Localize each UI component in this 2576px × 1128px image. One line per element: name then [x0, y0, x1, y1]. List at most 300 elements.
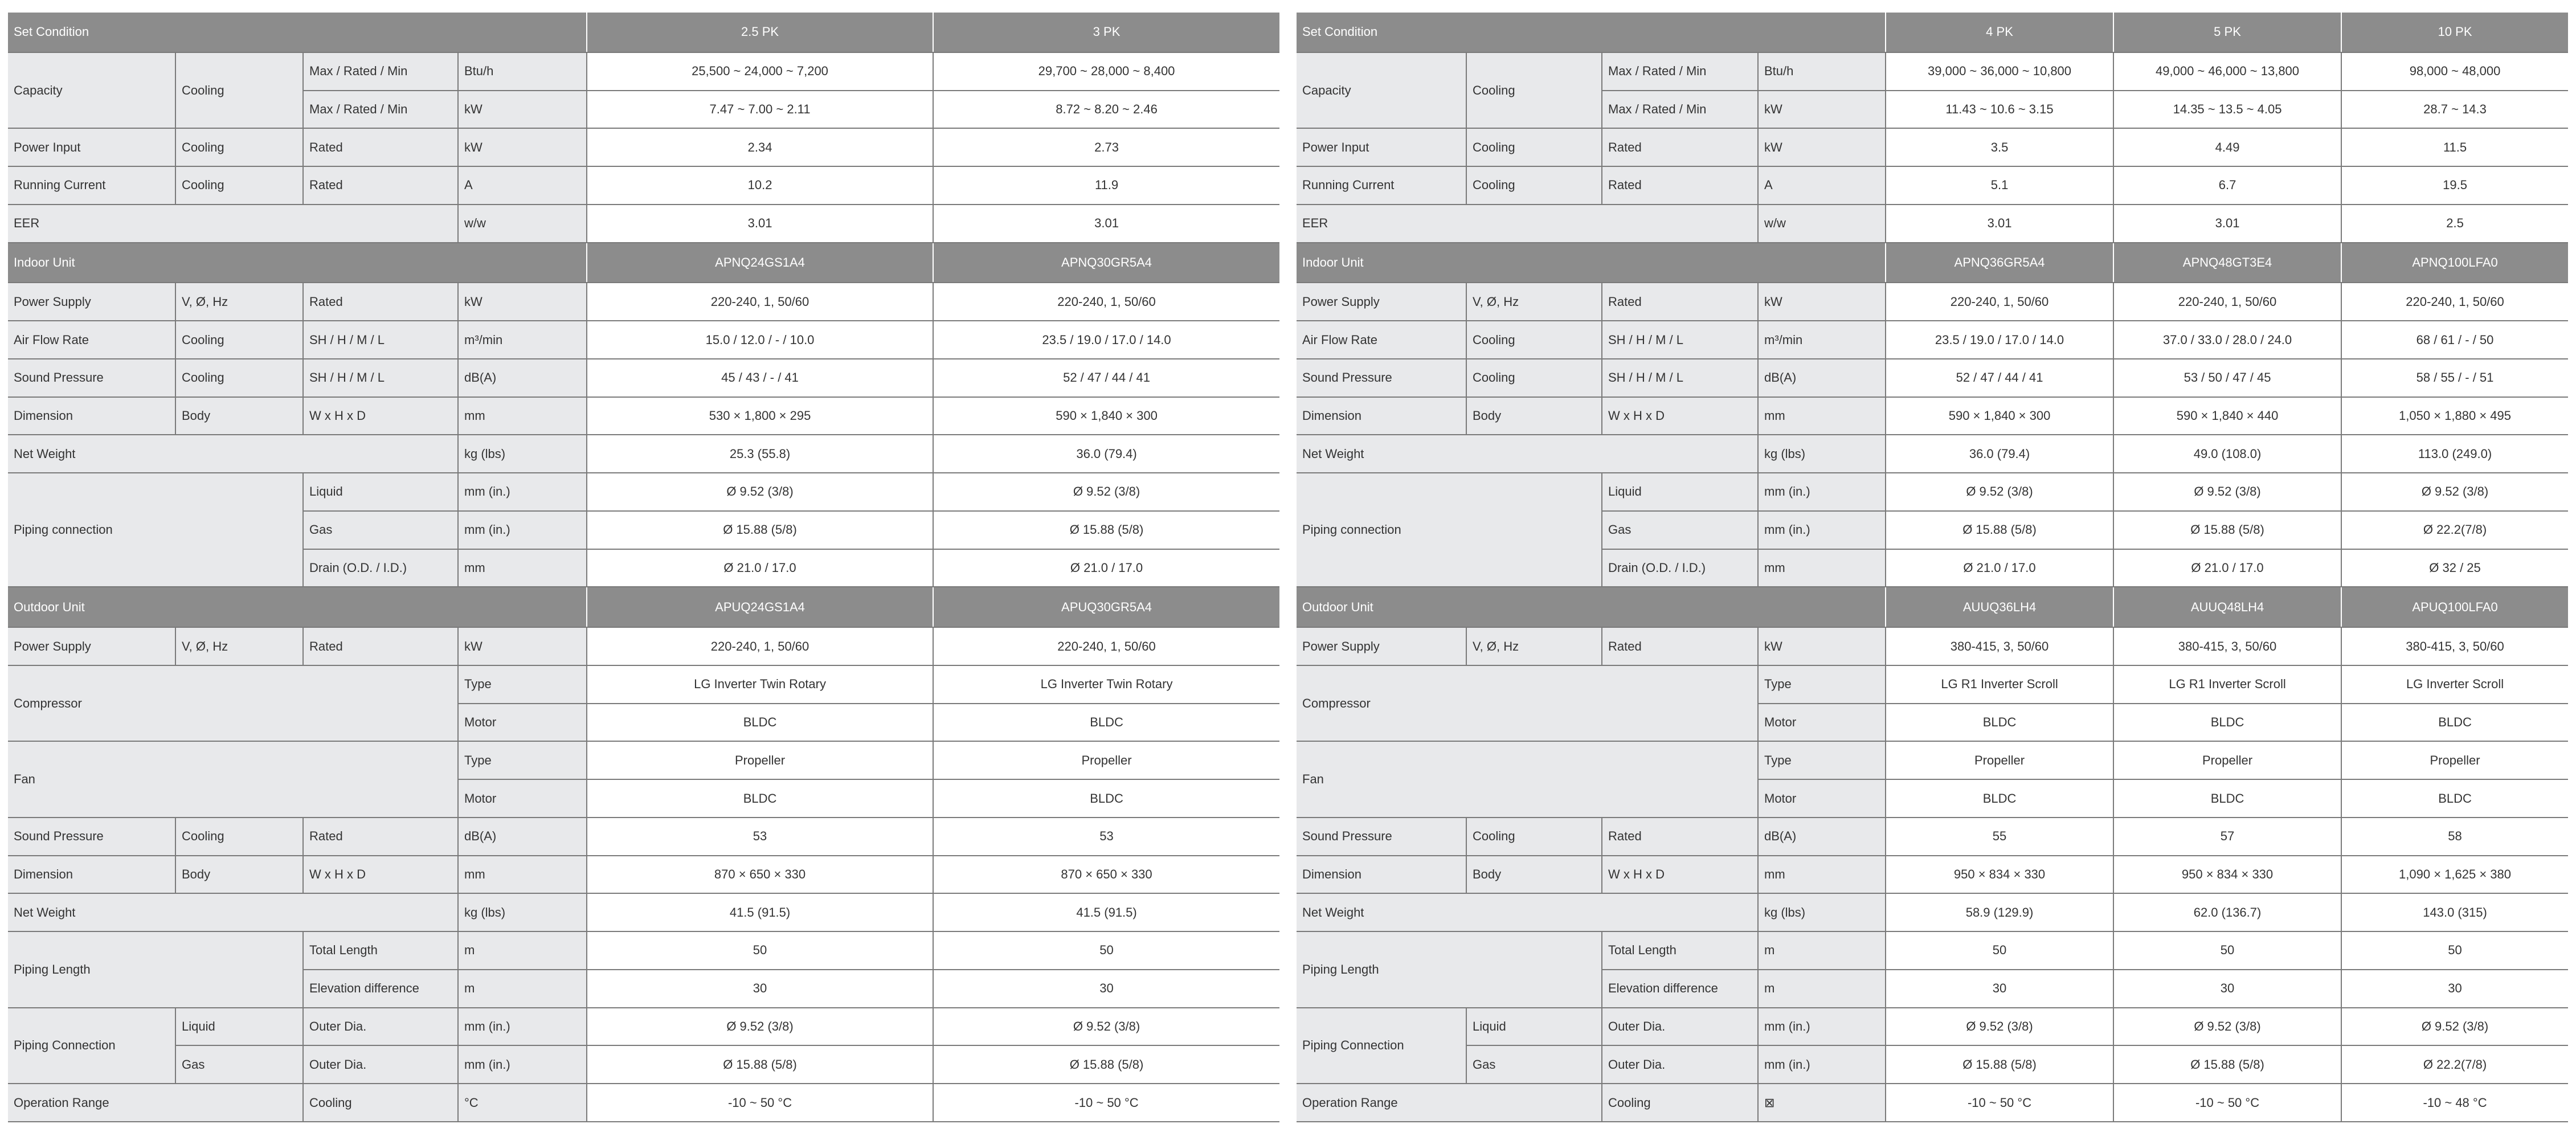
spec-value: 52 / 47 / 44 / 41 — [1886, 359, 2113, 397]
spec-row — [1297, 665, 2568, 704]
spec-value: -10 ~ 48 °C — [2341, 1084, 2568, 1122]
spec-value: 68 / 61 / - / 50 — [2341, 321, 2568, 359]
spec-row — [8, 818, 1279, 856]
spec-row — [1297, 1084, 2568, 1122]
spec-value: Ø 21.0 / 17.0 — [587, 549, 933, 587]
unit-label: Motor — [458, 704, 587, 742]
sub-label: Rated — [303, 283, 458, 321]
spec-value: BLDC — [587, 704, 933, 742]
spec-value: 50 — [2341, 931, 2568, 970]
unit-label: mm (in.) — [458, 511, 587, 549]
sub-label: Body — [175, 856, 303, 894]
spec-value: Ø 9.52 (3/8) — [2341, 1008, 2568, 1046]
row-label: Sound Pressure — [8, 359, 175, 397]
row-label: Running Current — [1297, 166, 1466, 205]
spec-value: 39,000 ~ 36,000 ~ 10,800 — [1886, 52, 2113, 91]
spec-value: Ø 15.88 (5/8) — [2113, 1045, 2341, 1084]
sub-label: Cooling — [1466, 52, 1602, 128]
row-label: Piping connection — [8, 473, 303, 587]
sub-label: Cooling — [1466, 166, 1602, 205]
spec-value: 380-415, 3, 50/60 — [2341, 627, 2568, 665]
row-label: Running Current — [8, 166, 175, 205]
unit-label: mm (in.) — [1758, 1008, 1886, 1046]
spec-value: 50 — [2113, 931, 2341, 970]
spec-row — [8, 283, 1279, 321]
model-name: AUUQ36LH4 — [1886, 587, 2113, 627]
section-title: Indoor Unit — [8, 243, 587, 283]
spec-table-left-body — [8, 13, 1279, 1122]
spec-value: Ø 15.88 (5/8) — [587, 1045, 933, 1084]
unit-label: ⊠ — [1758, 1084, 1886, 1122]
sub-label: Total Length — [1602, 931, 1758, 970]
spec-value: LG Inverter Twin Rotary — [933, 665, 1279, 704]
spec-value: LG R1 Inverter Scroll — [2113, 665, 2341, 704]
unit-label: Btu/h — [1758, 52, 1886, 91]
spec-row — [1297, 321, 2568, 359]
spec-value: 58 / 55 / - / 51 — [2341, 359, 2568, 397]
row-label: Sound Pressure — [1297, 818, 1466, 856]
unit-label: m — [1758, 970, 1886, 1008]
spec-value: 62.0 (136.7) — [2113, 893, 2341, 931]
sub-label: Cooling — [175, 359, 303, 397]
model-name: 4 PK — [1886, 13, 2113, 52]
row-label: Dimension — [8, 397, 175, 435]
spec-value: 6.7 — [2113, 166, 2341, 205]
row-label: Net Weight — [8, 893, 458, 931]
spec-value: 36.0 (79.4) — [1886, 435, 2113, 473]
sub-label: Rated — [1602, 128, 1758, 166]
unit-label: A — [1758, 166, 1886, 205]
spec-row — [1297, 893, 2568, 931]
sub-label: Cooling — [175, 52, 303, 128]
model-name: APUQ100LFA0 — [2341, 587, 2568, 627]
sub-label: Cooling — [303, 1084, 458, 1122]
spec-row — [8, 627, 1279, 665]
row-label: Piping Length — [1297, 931, 1602, 1007]
unit-label: kW — [1758, 91, 1886, 129]
row-label: Net Weight — [8, 435, 458, 473]
unit-label: m — [1758, 931, 1886, 970]
spec-row — [8, 128, 1279, 166]
unit-label: kg (lbs) — [1758, 893, 1886, 931]
row-label: Air Flow Rate — [1297, 321, 1466, 359]
sub-label: Cooling — [175, 166, 303, 205]
spec-value: Ø 9.52 (3/8) — [587, 1008, 933, 1046]
unit-label: mm — [458, 397, 587, 435]
spec-value: Ø 9.52 (3/8) — [2113, 473, 2341, 511]
spec-value: 30 — [587, 970, 933, 1008]
model-name: 3 PK — [933, 13, 1279, 52]
unit-label: m — [458, 931, 587, 970]
unit-label: °C — [458, 1084, 587, 1122]
spec-value: BLDC — [933, 779, 1279, 818]
spec-value: BLDC — [2341, 704, 2568, 742]
spec-value: BLDC — [2113, 704, 2341, 742]
spec-value: 98,000 ~ 48,000 — [2341, 52, 2568, 91]
sub-label: Total Length — [303, 931, 458, 970]
spec-value: 2.34 — [587, 128, 933, 166]
spec-value: BLDC — [2113, 779, 2341, 818]
spec-row — [1297, 283, 2568, 321]
sub-label: Cooling — [175, 321, 303, 359]
spec-row — [8, 665, 1279, 704]
spec-value: BLDC — [587, 779, 933, 818]
spec-value: 1,050 × 1,880 × 495 — [2341, 397, 2568, 435]
sub-label: Body — [1466, 397, 1602, 435]
spec-row — [1297, 166, 2568, 205]
spec-value: 590 × 1,840 × 300 — [933, 397, 1279, 435]
spec-value: 53 / 50 / 47 / 45 — [2113, 359, 2341, 397]
spec-row — [1297, 397, 2568, 435]
spec-value: Ø 21.0 / 17.0 — [933, 549, 1279, 587]
sub-label: Outer Dia. — [303, 1045, 458, 1084]
sub-label: Body — [1466, 856, 1602, 894]
section-header-row — [8, 587, 1279, 627]
section-header-row — [8, 243, 1279, 283]
spec-value: 58 — [2341, 818, 2568, 856]
spec-value: Ø 22.2(7/8) — [2341, 511, 2568, 549]
unit-label: Motor — [458, 779, 587, 818]
spec-row — [8, 741, 1279, 779]
row-label: EER — [1297, 205, 1758, 243]
spec-table-right — [1297, 13, 2568, 1122]
spec-value: 11.9 — [933, 166, 1279, 205]
sub-label: Outer Dia. — [1602, 1008, 1758, 1046]
sub-label: Rated — [1602, 818, 1758, 856]
spec-value: 30 — [2341, 970, 2568, 1008]
sub-label: SH / H / M / L — [1602, 321, 1758, 359]
spec-table-left — [8, 13, 1279, 1122]
sub-label: SH / H / M / L — [303, 321, 458, 359]
section-header-row — [1297, 587, 2568, 627]
unit-label: A — [458, 166, 587, 205]
spec-value: Ø 15.88 (5/8) — [587, 511, 933, 549]
spec-value: Ø 15.88 (5/8) — [1886, 511, 2113, 549]
sub-label: SH / H / M / L — [1602, 359, 1758, 397]
sub-label: V, Ø, Hz — [175, 283, 303, 321]
sub-label: Elevation difference — [303, 970, 458, 1008]
row-label: Power Input — [8, 128, 175, 166]
spec-value: Ø 21.0 / 17.0 — [2113, 549, 2341, 587]
unit-label: mm (in.) — [1758, 1045, 1886, 1084]
spec-value: Ø 15.88 (5/8) — [933, 1045, 1279, 1084]
spec-row — [1297, 205, 2568, 243]
spec-value: 380-415, 3, 50/60 — [1886, 627, 2113, 665]
spec-value: Propeller — [2341, 741, 2568, 779]
spec-value: 36.0 (79.4) — [933, 435, 1279, 473]
row-label: Dimension — [1297, 397, 1466, 435]
spec-value: Ø 22.2(7/8) — [2341, 1045, 2568, 1084]
spec-value: 15.0 / 12.0 / - / 10.0 — [587, 321, 933, 359]
model-name: APNQ30GR5A4 — [933, 243, 1279, 283]
sub-label: Cooling — [1466, 359, 1602, 397]
row-label: Fan — [8, 741, 458, 817]
sub-label: Max / Rated / Min — [303, 91, 458, 129]
spec-row — [8, 435, 1279, 473]
sub-label: Rated — [303, 818, 458, 856]
spec-value: 143.0 (315) — [2341, 893, 2568, 931]
spec-row — [8, 321, 1279, 359]
unit-label: mm — [1758, 856, 1886, 894]
spec-value: Ø 15.88 (5/8) — [933, 511, 1279, 549]
spec-value: Ø 32 / 25 — [2341, 549, 2568, 587]
spec-value: BLDC — [933, 704, 1279, 742]
row-label: Power Input — [1297, 128, 1466, 166]
sub-label: Liquid — [175, 1008, 303, 1046]
unit-label: Type — [1758, 741, 1886, 779]
sub-label: Drain (O.D. / I.D.) — [303, 549, 458, 587]
sub-label: W x H x D — [303, 397, 458, 435]
sub-label: Rated — [1602, 166, 1758, 205]
spec-value: 380-415, 3, 50/60 — [2113, 627, 2341, 665]
spec-value: Ø 9.52 (3/8) — [2341, 473, 2568, 511]
spec-value: 950 × 834 × 330 — [1886, 856, 2113, 894]
spec-value: Ø 9.52 (3/8) — [587, 473, 933, 511]
spec-value: 8.72 ~ 8.20 ~ 2.46 — [933, 91, 1279, 129]
model-name: AUUQ48LH4 — [2113, 587, 2341, 627]
section-header-row — [1297, 13, 2568, 52]
spec-value: Ø 9.52 (3/8) — [933, 1008, 1279, 1046]
unit-label: Type — [1758, 665, 1886, 704]
spec-value: 590 × 1,840 × 300 — [1886, 397, 2113, 435]
spec-row — [1297, 473, 2568, 511]
sub-label: Cooling — [175, 818, 303, 856]
spec-value: Propeller — [1886, 741, 2113, 779]
unit-label: mm (in.) — [458, 1045, 587, 1084]
spec-value: 50 — [587, 931, 933, 970]
spec-value: Ø 9.52 (3/8) — [1886, 473, 2113, 511]
spec-value: -10 ~ 50 °C — [1886, 1084, 2113, 1122]
spec-row — [8, 893, 1279, 931]
spec-value: BLDC — [1886, 779, 2113, 818]
row-label: Operation Range — [1297, 1084, 1602, 1122]
sub-label: Outer Dia. — [1602, 1045, 1758, 1084]
spec-value: 220-240, 1, 50/60 — [2113, 283, 2341, 321]
spec-row — [8, 166, 1279, 205]
row-label: Piping connection — [1297, 473, 1602, 587]
spec-value: 19.5 — [2341, 166, 2568, 205]
row-label: Capacity — [1297, 52, 1466, 128]
unit-label: kg (lbs) — [458, 435, 587, 473]
row-label: Compressor — [8, 665, 458, 741]
spec-value: LG Inverter Scroll — [2341, 665, 2568, 704]
spec-value: 58.9 (129.9) — [1886, 893, 2113, 931]
sub-label: W x H x D — [1602, 856, 1758, 894]
unit-label: w/w — [1758, 205, 1886, 243]
spec-value: 1,090 × 1,625 × 380 — [2341, 856, 2568, 894]
unit-label: kg (lbs) — [1758, 435, 1886, 473]
sub-label: Outer Dia. — [303, 1008, 458, 1046]
spec-value: 52 / 47 / 44 / 41 — [933, 359, 1279, 397]
unit-label: m — [458, 970, 587, 1008]
spec-value: 220-240, 1, 50/60 — [1886, 283, 2113, 321]
spec-value: 3.01 — [2113, 205, 2341, 243]
sub-label: V, Ø, Hz — [1466, 283, 1602, 321]
sub-label: Rated — [303, 128, 458, 166]
sub-label: Elevation difference — [1602, 970, 1758, 1008]
unit-label: kW — [1758, 627, 1886, 665]
spec-row — [8, 856, 1279, 894]
spec-value: 3.5 — [1886, 128, 2113, 166]
spec-value: Ø 15.88 (5/8) — [1886, 1045, 2113, 1084]
section-title: Outdoor Unit — [8, 587, 587, 627]
spec-value: 50 — [933, 931, 1279, 970]
spec-value: 113.0 (249.0) — [2341, 435, 2568, 473]
row-label: Power Supply — [1297, 283, 1466, 321]
spec-value: -10 ~ 50 °C — [933, 1084, 1279, 1122]
section-title: Set Condition — [8, 13, 587, 52]
section-title: Outdoor Unit — [1297, 587, 1886, 627]
spec-value: 7.47 ~ 7.00 ~ 2.11 — [587, 91, 933, 129]
spec-row — [1297, 818, 2568, 856]
spec-row — [1297, 128, 2568, 166]
unit-label: Motor — [1758, 779, 1886, 818]
spec-value: 23.5 / 19.0 / 17.0 / 14.0 — [933, 321, 1279, 359]
unit-label: dB(A) — [458, 818, 587, 856]
spec-value: 220-240, 1, 50/60 — [587, 283, 933, 321]
sub-label: Gas — [175, 1045, 303, 1084]
spec-row — [1297, 741, 2568, 779]
unit-label: kW — [458, 91, 587, 129]
spec-value: 2.73 — [933, 128, 1279, 166]
spec-value: 530 × 1,800 × 295 — [587, 397, 933, 435]
spec-value: Ø 9.52 (3/8) — [1886, 1008, 2113, 1046]
model-name: APUQ30GR5A4 — [933, 587, 1279, 627]
model-name: 10 PK — [2341, 13, 2568, 52]
unit-label: mm (in.) — [1758, 511, 1886, 549]
sub-label: Liquid — [1466, 1008, 1602, 1046]
section-header-row — [1297, 243, 2568, 283]
spec-row — [8, 205, 1279, 243]
spec-value: -10 ~ 50 °C — [587, 1084, 933, 1122]
sub-label: Max / Rated / Min — [1602, 91, 1758, 129]
unit-label: mm (in.) — [458, 1008, 587, 1046]
model-name: APNQ36GR5A4 — [1886, 243, 2113, 283]
sub-label: SH / H / M / L — [303, 359, 458, 397]
spec-value: 590 × 1,840 × 440 — [2113, 397, 2341, 435]
sub-label: Liquid — [1602, 473, 1758, 511]
sub-label: Rated — [303, 166, 458, 205]
spec-value: 45 / 43 / - / 41 — [587, 359, 933, 397]
sub-label: Max / Rated / Min — [1602, 52, 1758, 91]
row-label: Compressor — [1297, 665, 1758, 741]
unit-label: m³/min — [458, 321, 587, 359]
spec-row — [8, 1008, 1279, 1046]
model-name: 2.5 PK — [587, 13, 933, 52]
spec-value: 49,000 ~ 46,000 ~ 13,800 — [2113, 52, 2341, 91]
spec-value: 11.43 ~ 10.6 ~ 3.15 — [1886, 91, 2113, 129]
spec-value: 23.5 / 19.0 / 17.0 / 14.0 — [1886, 321, 2113, 359]
model-name: 5 PK — [2113, 13, 2341, 52]
unit-label: mm — [1758, 397, 1886, 435]
row-label: Piping Connection — [8, 1008, 175, 1084]
spec-value: 28.7 ~ 14.3 — [2341, 91, 2568, 129]
unit-label: m³/min — [1758, 321, 1886, 359]
spec-row — [8, 397, 1279, 435]
spec-value: 220-240, 1, 50/60 — [933, 283, 1279, 321]
sub-label: Rated — [1602, 627, 1758, 665]
spec-value: 220-240, 1, 50/60 — [2341, 283, 2568, 321]
spec-value: 3.01 — [1886, 205, 2113, 243]
row-label: Capacity — [8, 52, 175, 128]
model-name: APNQ24GS1A4 — [587, 243, 933, 283]
spec-row — [8, 1084, 1279, 1122]
spec-value: Propeller — [2113, 741, 2341, 779]
sub-label: Body — [175, 397, 303, 435]
unit-label: kg (lbs) — [458, 893, 587, 931]
row-label: Net Weight — [1297, 893, 1758, 931]
section-title: Indoor Unit — [1297, 243, 1886, 283]
section-title: Set Condition — [1297, 13, 1886, 52]
spec-value: 5.1 — [1886, 166, 2113, 205]
unit-label: mm — [1758, 549, 1886, 587]
sub-label: W x H x D — [303, 856, 458, 894]
unit-label: kW — [458, 283, 587, 321]
unit-label: w/w — [458, 205, 587, 243]
spec-row — [1297, 931, 2568, 970]
spec-value: 3.01 — [587, 205, 933, 243]
sub-label: Max / Rated / Min — [303, 52, 458, 91]
unit-label: kW — [1758, 283, 1886, 321]
unit-label: dB(A) — [1758, 359, 1886, 397]
spec-value: Ø 21.0 / 17.0 — [1886, 549, 2113, 587]
spec-value: Propeller — [587, 741, 933, 779]
spec-value: 25,500 ~ 24,000 ~ 7,200 — [587, 52, 933, 91]
spec-value: LG R1 Inverter Scroll — [1886, 665, 2113, 704]
spec-value: 3.01 — [933, 205, 1279, 243]
spec-value: 4.49 — [2113, 128, 2341, 166]
spec-value: 30 — [2113, 970, 2341, 1008]
spec-value: 53 — [933, 818, 1279, 856]
row-label: Fan — [1297, 741, 1758, 817]
spec-row — [8, 359, 1279, 397]
sub-label: Rated — [1602, 283, 1758, 321]
unit-label: mm (in.) — [1758, 473, 1886, 511]
spec-value: Ø 9.52 (3/8) — [2113, 1008, 2341, 1046]
row-label: Sound Pressure — [8, 818, 175, 856]
spec-value: 220-240, 1, 50/60 — [587, 627, 933, 665]
sub-label: Drain (O.D. / I.D.) — [1602, 549, 1758, 587]
spec-table-right-body — [1297, 13, 2568, 1122]
spec-value: 30 — [933, 970, 1279, 1008]
spec-value: 41.5 (91.5) — [587, 893, 933, 931]
spec-row — [1297, 52, 2568, 91]
model-name: APUQ24GS1A4 — [587, 587, 933, 627]
spec-row — [1297, 1008, 2568, 1046]
spec-value: 10.2 — [587, 166, 933, 205]
row-label: Power Supply — [8, 627, 175, 665]
spec-value: 55 — [1886, 818, 2113, 856]
spec-value: 53 — [587, 818, 933, 856]
spec-value: 50 — [1886, 931, 2113, 970]
spec-value: Ø 15.88 (5/8) — [2113, 511, 2341, 549]
unit-label: mm — [458, 549, 587, 587]
row-label: Piping Connection — [1297, 1008, 1466, 1084]
row-label: Sound Pressure — [1297, 359, 1466, 397]
spec-value: LG Inverter Twin Rotary — [587, 665, 933, 704]
sub-label: Gas — [1602, 511, 1758, 549]
sub-label: Gas — [1466, 1045, 1602, 1084]
unit-label: mm (in.) — [458, 473, 587, 511]
spec-value: -10 ~ 50 °C — [2113, 1084, 2341, 1122]
unit-label: dB(A) — [458, 359, 587, 397]
unit-label: mm — [458, 856, 587, 894]
row-label: Net Weight — [1297, 435, 1758, 473]
spec-row — [8, 931, 1279, 970]
sub-label: Rated — [303, 627, 458, 665]
spec-value: BLDC — [1886, 704, 2113, 742]
spec-row — [8, 473, 1279, 511]
